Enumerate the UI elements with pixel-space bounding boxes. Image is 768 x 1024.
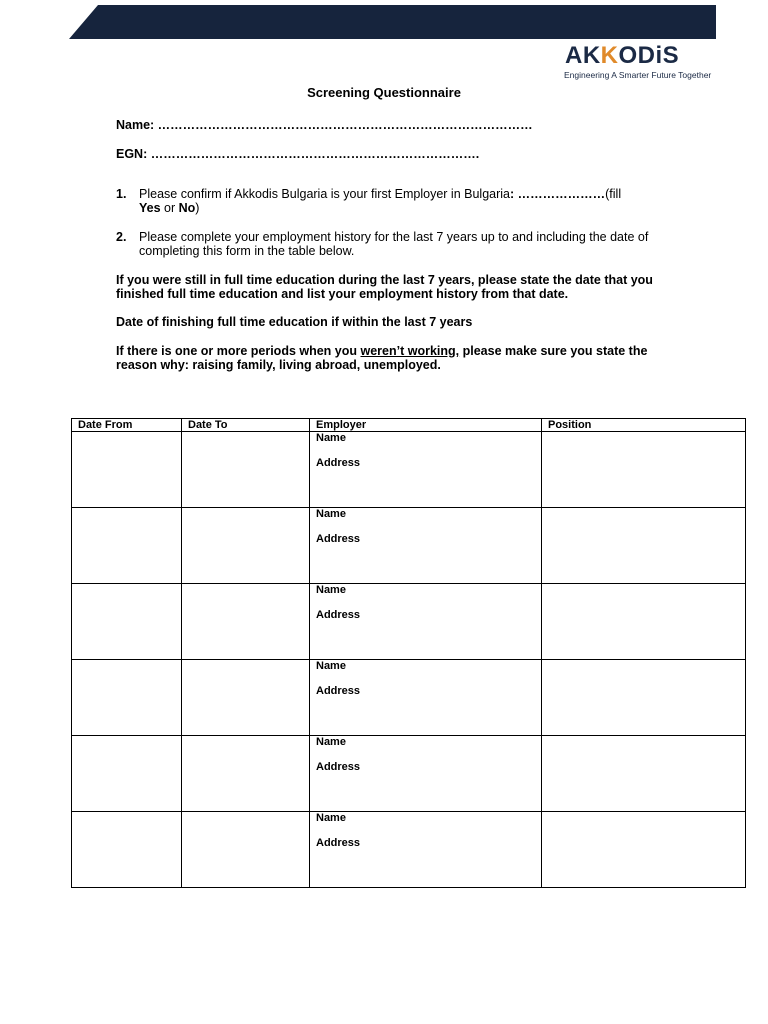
item-2-text: Please complete your employment history for the last 7 years up to and including the date of completing this form in the table below. xyxy=(139,230,649,258)
gaps-note: If there is one or more periods when you weren’t working, please make sure you state the reason why: raising family, living abroad, unemployed. xyxy=(116,344,648,372)
table-row xyxy=(72,508,746,584)
date-from-cell[interactable] xyxy=(72,812,182,888)
column-header-date-from: Date From xyxy=(72,419,182,432)
date-from-cell[interactable] xyxy=(72,432,182,508)
date-from-cell[interactable] xyxy=(72,736,182,812)
employer-address-label: Address xyxy=(316,837,361,849)
column-header-employer: Employer xyxy=(310,419,542,432)
employer-name-label: Name xyxy=(316,660,346,672)
position-cell[interactable] xyxy=(542,584,746,660)
date-to-cell[interactable] xyxy=(182,812,310,888)
table-row xyxy=(72,584,746,660)
position-cell[interactable] xyxy=(542,508,746,584)
employer-cell[interactable] xyxy=(310,812,542,888)
date-to-cell[interactable] xyxy=(182,584,310,660)
position-cell[interactable] xyxy=(542,736,746,812)
item-2-number: 2. xyxy=(116,230,127,244)
egn-field[interactable]: EGN: ……………………………………………………………………. xyxy=(116,147,480,161)
employer-name-label: Name xyxy=(316,432,346,444)
position-cell[interactable] xyxy=(542,660,746,736)
item-1-number: 1. xyxy=(116,187,127,201)
education-date-label: Date of finishing full time education if within the last 7 years xyxy=(116,315,473,329)
akkodis-logo xyxy=(562,44,712,82)
document-title: Screening Questionnaire xyxy=(307,85,461,100)
position-cell[interactable] xyxy=(542,812,746,888)
employer-name-label: Name xyxy=(316,508,346,520)
employment-history-table xyxy=(71,418,746,888)
employer-address-label: Address xyxy=(316,457,361,469)
employer-address-label: Address xyxy=(316,533,361,545)
education-note: If you were still in full time education during the last 7 years, please state the date that you finished full time education and list your employment history from that date. xyxy=(116,273,653,301)
logo-tagline: Engineering A Smarter Future Together xyxy=(564,70,712,80)
first-employer-answer-field[interactable]: : ………………… xyxy=(509,187,606,201)
table-row xyxy=(72,812,746,888)
table-row xyxy=(72,736,746,812)
position-cell[interactable] xyxy=(542,432,746,508)
date-to-cell[interactable] xyxy=(182,736,310,812)
date-from-cell[interactable] xyxy=(72,660,182,736)
table-row xyxy=(72,660,746,736)
header-banner xyxy=(0,0,768,42)
employer-name-label: Name xyxy=(316,812,346,824)
column-header-date-to: Date To xyxy=(182,419,310,432)
date-to-cell[interactable] xyxy=(182,432,310,508)
date-from-cell[interactable] xyxy=(72,508,182,584)
date-to-cell[interactable] xyxy=(182,508,310,584)
employer-cell[interactable] xyxy=(310,432,542,508)
column-header-position: Position xyxy=(542,419,746,432)
table-header-row xyxy=(72,419,746,432)
date-from-cell[interactable] xyxy=(72,584,182,660)
date-to-cell[interactable] xyxy=(182,660,310,736)
employer-cell[interactable] xyxy=(310,736,542,812)
employer-name-label: Name xyxy=(316,736,346,748)
employer-name-label: Name xyxy=(316,584,346,596)
employer-address-label: Address xyxy=(316,685,361,697)
item-1-text: Please confirm if Akkodis Bulgaria is your first Employer in Bulgaria: …………………(fill Yes or No) xyxy=(139,187,622,215)
table-row xyxy=(72,432,746,508)
employer-address-label: Address xyxy=(316,761,361,773)
employer-cell[interactable] xyxy=(310,508,542,584)
employer-address-label: Address xyxy=(316,609,361,621)
employer-cell[interactable] xyxy=(310,660,542,736)
logo-wordmark: AKKODiS xyxy=(565,42,680,69)
employer-cell[interactable] xyxy=(310,584,542,660)
name-field[interactable]: Name: ……………………………………………………………………………… xyxy=(116,118,533,132)
